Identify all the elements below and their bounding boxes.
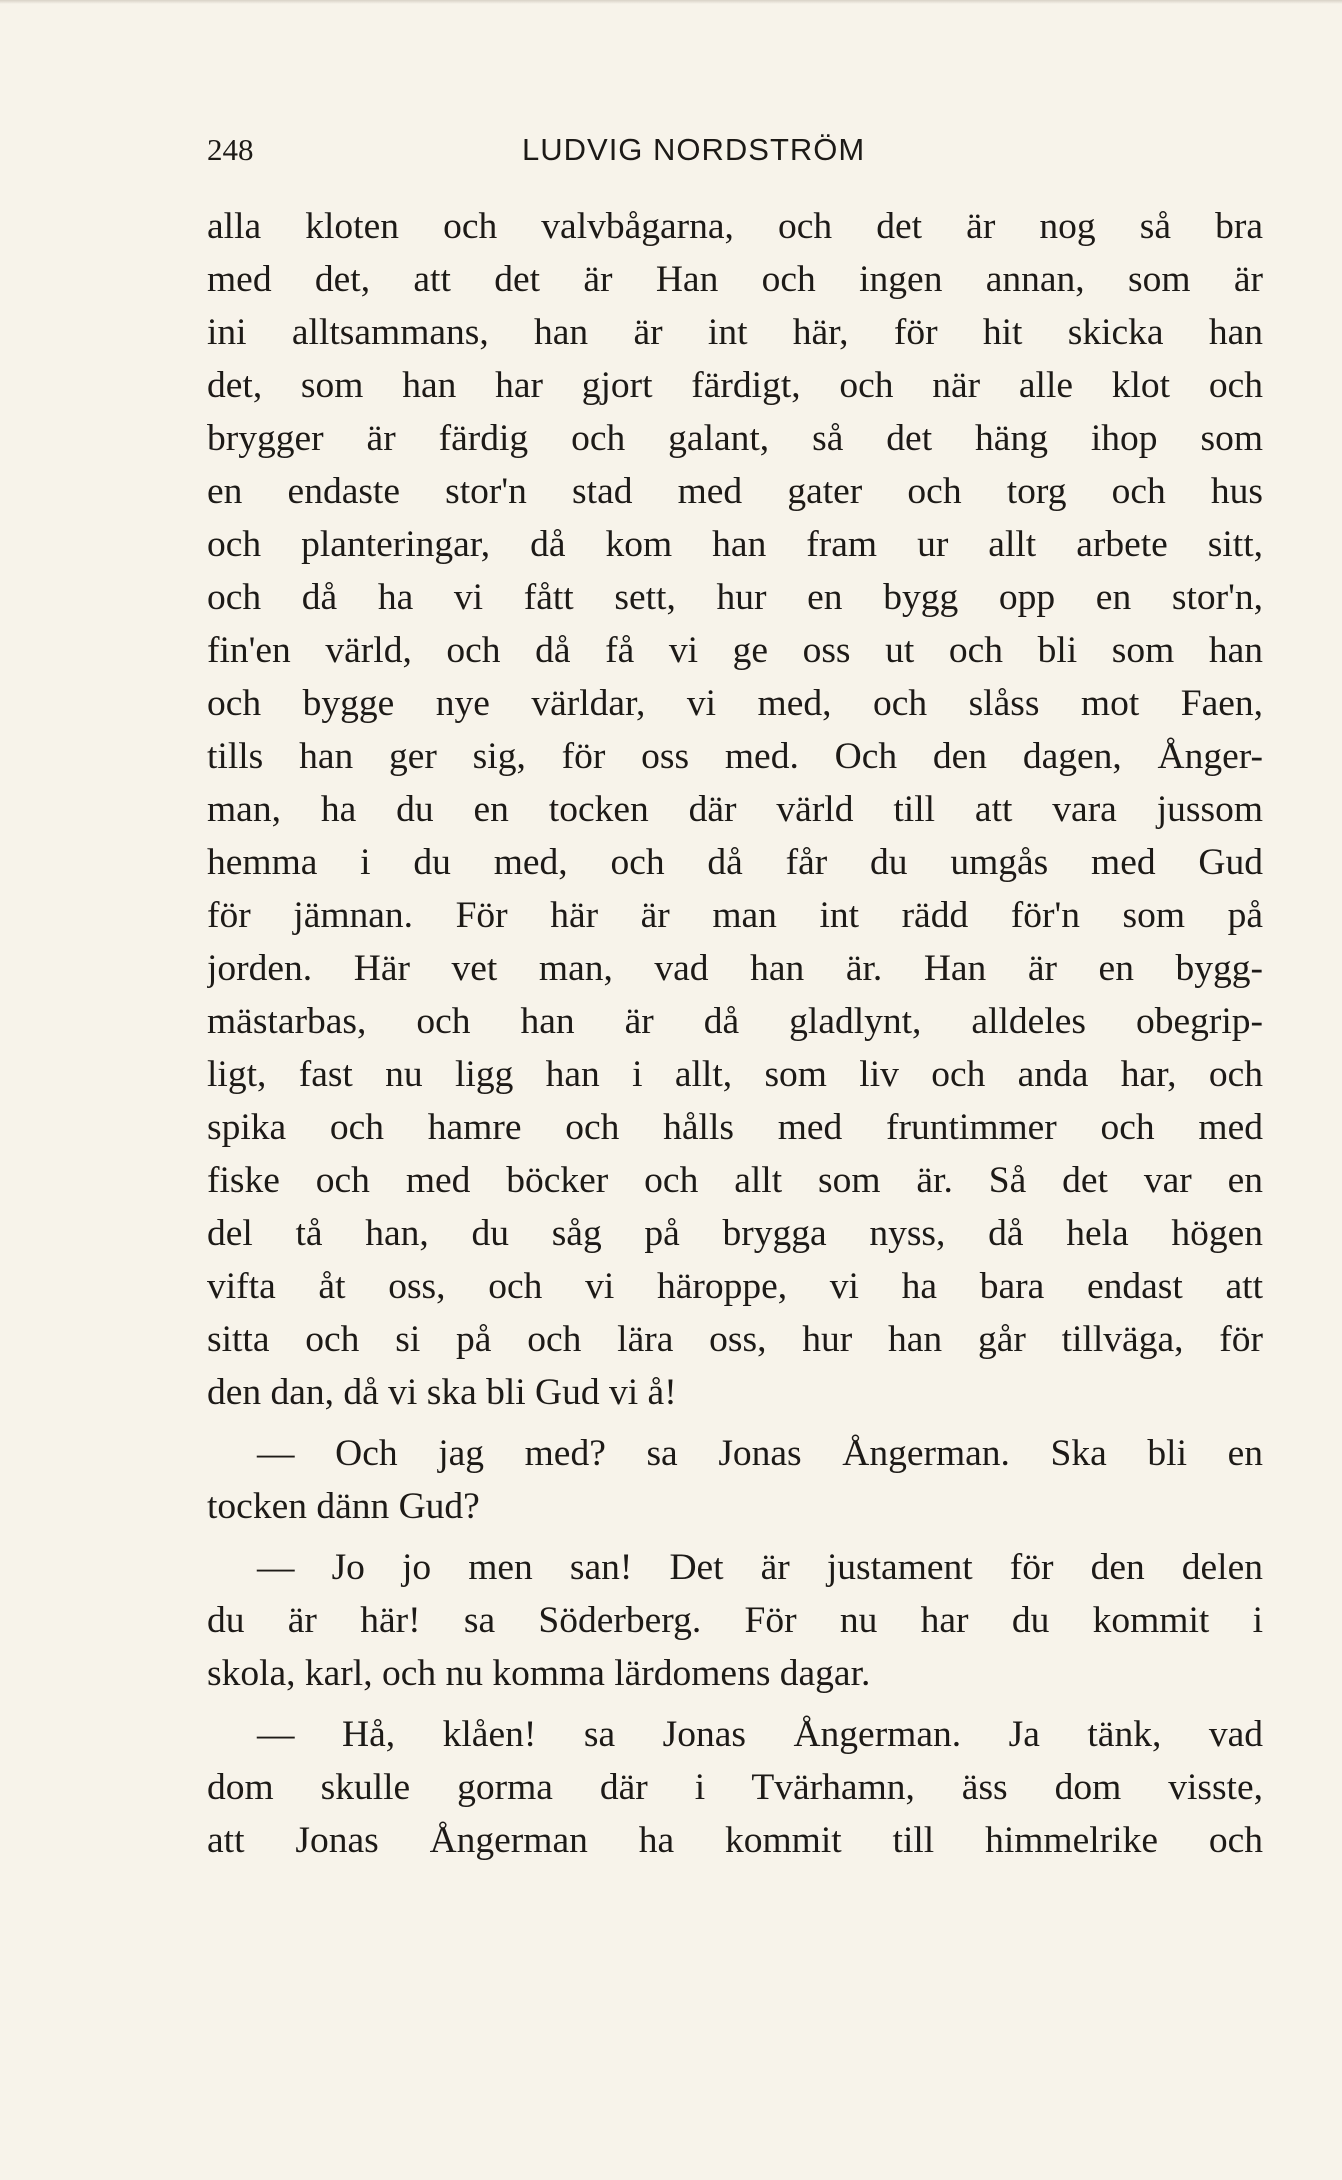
book-page [207, 128, 1263, 1867]
page-number: 248 [207, 132, 254, 167]
text-line: hemma i du med, och då får du umgås med Gud [207, 842, 1263, 883]
text-line: för jämnan. För här är man int rädd för'n som på [207, 895, 1263, 936]
text-line: mästarbas, och han är då gladlynt, alldeles obegrip- [207, 1001, 1263, 1042]
running-header [207, 128, 1263, 188]
text-line: ligt, fast nu ligg han i allt, som liv och anda har, och [207, 1054, 1263, 1095]
text-line: den dan, då vi ska bli Gud vi å! [207, 1372, 677, 1413]
text-line: en endaste stor'n stad med gater och torg och hus [207, 471, 1263, 512]
text-line: alla kloten och valvbågarna, och det är nog så bra [207, 206, 1263, 247]
text-line: dom skulle gorma där i Tvärhamn, äss dom visste, [207, 1767, 1263, 1808]
text-line: vifta åt oss, och vi häroppe, vi ha bara endast att [207, 1266, 1263, 1307]
text-line: fin'en värld, och då få vi ge oss ut och bli som han [207, 630, 1263, 671]
paragraph [207, 1427, 1263, 1533]
body-text [207, 200, 1263, 1867]
paragraph [207, 1708, 1263, 1867]
text-line: brygger är färdig och galant, så det häng ihop som [207, 418, 1263, 459]
text-line: och planteringar, då kom han fram ur allt arbete sitt, [207, 524, 1263, 565]
text-line: tills han ger sig, för oss med. Och den dagen, Ånger- [207, 736, 1263, 777]
text-line: och bygge nye världar, vi med, och slåss mot Faen, [207, 683, 1263, 724]
running-title: LUDVIG NORDSTRÖM [522, 132, 866, 167]
dialogue-line: — Hå, klåen! sa Jonas Ångerman. Ja tänk, vad [257, 1714, 1263, 1755]
text-line: skola, karl, och nu komma lärdomens dagar. [207, 1653, 871, 1694]
text-line: sitta och si på och lära oss, hur han går tillväga, för [207, 1319, 1263, 1360]
text-line: del tå han, du såg på brygga nyss, då hela högen [207, 1213, 1263, 1254]
text-line: tocken dänn Gud? [207, 1486, 480, 1527]
text-line: man, ha du en tocken där värld till att vara jussom [207, 789, 1263, 830]
dialogue-line: — Jo jo men san! Det är justament för den delen [257, 1547, 1263, 1588]
text-line: jorden. Här vet man, vad han är. Han är en bygg- [207, 948, 1263, 989]
paragraph [207, 200, 1263, 1419]
text-line: spika och hamre och hålls med fruntimmer och med [207, 1107, 1263, 1148]
text-line: du är här! sa Söderberg. För nu har du kommit i [207, 1600, 1263, 1641]
text-line: att Jonas Ångerman ha kommit till himmelrike och [207, 1820, 1263, 1861]
text-line: det, som han har gjort färdigt, och när alle klot och [207, 365, 1263, 406]
text-line: med det, att det är Han och ingen annan, som är [207, 259, 1263, 300]
text-line: ini alltsammans, han är int här, för hit skicka han [207, 312, 1263, 353]
text-line: fiske och med böcker och allt som är. Så det var en [207, 1160, 1263, 1201]
paragraph [207, 1541, 1263, 1700]
dialogue-line: — Och jag med? sa Jonas Ångerman. Ska bli en [257, 1433, 1263, 1474]
page-top-edge [0, 0, 1342, 4]
text-line: och då ha vi fått sett, hur en bygg opp en stor'n, [207, 577, 1263, 618]
